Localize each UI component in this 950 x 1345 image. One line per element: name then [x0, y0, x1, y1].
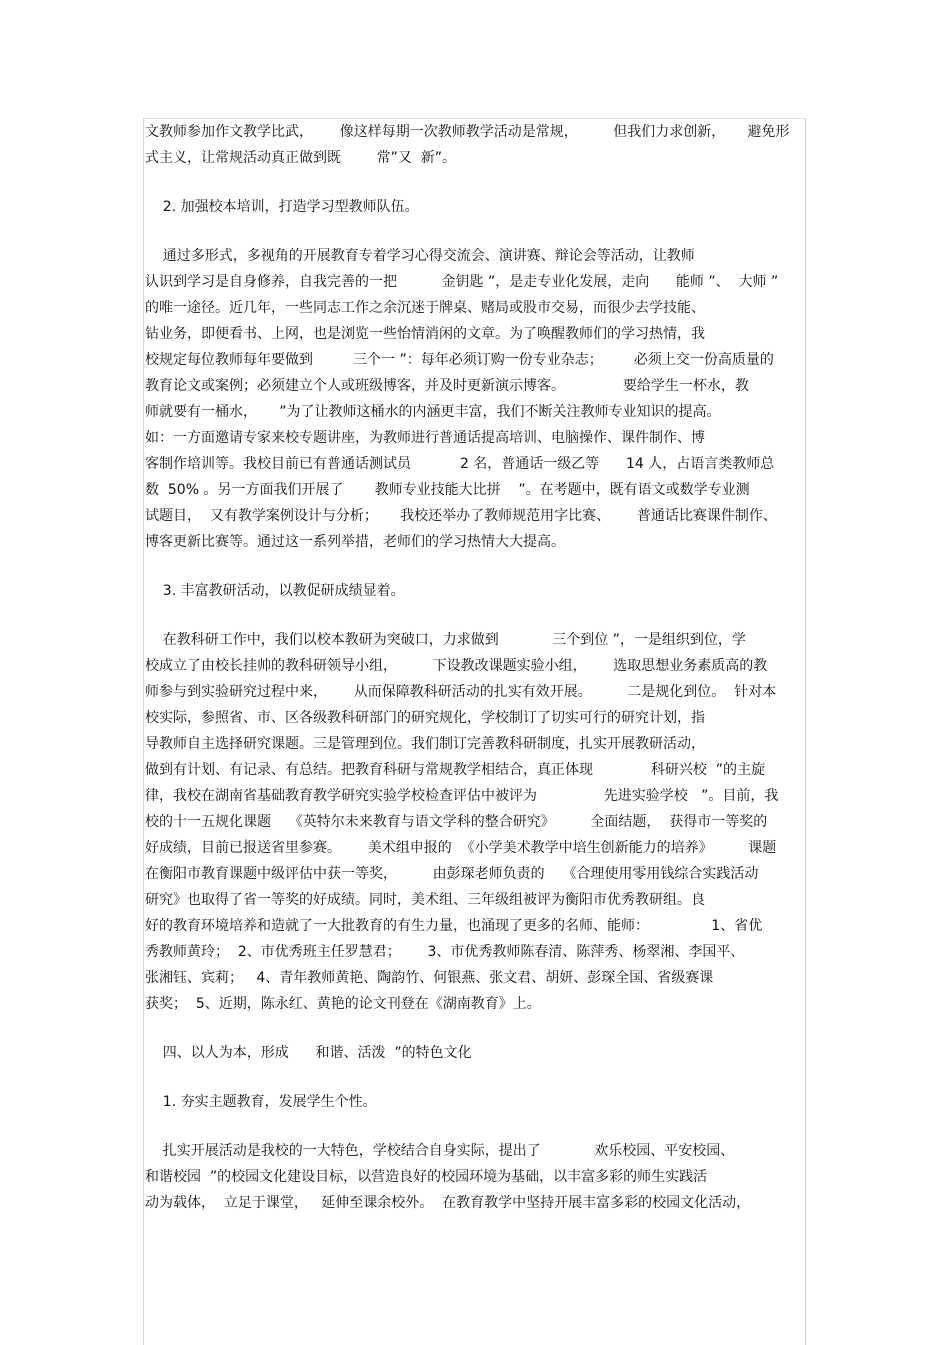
text-line: 文教师参加作文教学比武， 像这样每期一次教师教学活动是常规， 但我们力求创新， 避免形 [145, 124, 790, 140]
text-line: 认识到学习是自身修养，自我完善的一把 金钥匙 ”，是走专业化发展，走向 能师 ”、 大师 ” [145, 274, 779, 290]
text-line: 秀教师黄玲； 2、市优秀班主任罗慧君； 3、市优秀教师陈春清、陈萍秀、杨翠湘、李国平、 [145, 944, 745, 960]
text-line: 试题目， 又有教学案例设计与分析； 我校还举办了教师规范用字比赛、 普通话比赛课件制作、 [145, 508, 777, 524]
text-line: 研究》也取得了省一等奖的好成绩。同时，美术组、三年级组被评为衡阳市优秀教研组。良 [145, 892, 705, 908]
text-line: 校成立了由校长挂帅的教科研领导小组， 下设教改课题实验小组， 选取思想业务素质高的教 [145, 658, 768, 674]
page-left-border [143, 118, 144, 1345]
text-line: 张湘钰、宾莉； 4、青年教师黄艳、陶韵竹、何银燕、张文君、胡妍、彭琛全国、省级赛课 [145, 970, 714, 986]
text-line: 在衡阳市教育课题中级评估中获一等奖， 由彭琛老师负责的 《合理使用零用钱综合实践活动 [145, 866, 759, 882]
page-right-border [805, 118, 806, 1345]
text-line: 律，我校在湖南省基础教育教学研究实验学校检查评估中被评为 先进实验学校 ”。目前，我 [145, 788, 779, 804]
text-line: 钻业务，即便看书、上网，也是浏览一些怡情消闲的文章。为了唤醒教师们的学习热情，我 [145, 326, 705, 342]
text-line: 式主义，让常规活动真正做到既 常”又 新”。 [145, 150, 457, 166]
text-line: 客制作培训等。我校目前已有普通话测试员 2 名，普通话一级乙等 14 人，占语言类教师总 [145, 456, 775, 472]
page-top-border [143, 118, 806, 119]
text-line: 博客更新比赛等。通过这一系列举措，老师们的学习热情大大提高。 [145, 534, 565, 550]
text-line: 好成绩，目前已报送省里参赛。 美术组申报的 《小学美术教学中培生创新能力的培养》 课题 [145, 840, 777, 856]
text-line: 数 50% 。另一方面我们开展了 教师专业技能大比拼 ”。在考题中，既有语文或数学专业测 [145, 482, 750, 498]
text-line: 在教科研工作中，我们以校本教研为突破口，力求做到 三个到位 ”，一是组织到位，学 [145, 632, 746, 648]
section-heading: 1. 夯实主题教育，发展学生个性。 [145, 1094, 377, 1110]
text-line: 扎实开展活动是我校的一大特色，学校结合自身实际，提出了 欢乐校园、平安校园、 [145, 1143, 735, 1159]
section-heading: 3. 丰富教研活动，以教促研成绩显着。 [145, 583, 405, 599]
section-heading: 2. 加强校本培训，打造学习型教师队伍。 [145, 199, 419, 215]
text-line: 动为载体， 立足于课堂， 延伸至课余校外。 在教育教学中坚持开展丰富多彩的校园文化活动， [145, 1195, 751, 1211]
text-line: 师就要有一桶水， ”为了让教师这桶水的内涵更丰富，我们不断关注教师专业知识的提高。 [145, 404, 721, 420]
section-heading: 四、以人为本，形成 和谐、活泼 ”的特色文化 [145, 1045, 472, 1061]
text-line: 做到有计划、有记录、有总结。把教育科研与常规教学相结合，真正体现 科研兴校 ”的主旋 [145, 762, 766, 778]
text-line: 导教师自主选择研究课题。三是管理到位。我们制订完善教科研制度，扎实开展教研活动， [145, 736, 705, 752]
text-line: 校规定每位教师每年要做到 三个一 ”：每年必须订购一份专业杂志； 必须上交一份高质量的 [145, 352, 774, 368]
text-line: 教育论文或案例；必须建立个人或班级博客，并及时更新演示博客。 要给学生一杯水，教 [145, 378, 749, 394]
text-line: 校的十一五规化课题 《英特尔未来教育与语文学科的整合研究》 全面结题， 获得市一等奖的 [145, 814, 768, 830]
text-line: 如：一方面邀请专家来校专题讲座，为教师进行普通话提高培训、电脑操作、课件制作、博 [145, 430, 705, 446]
text-line: 获奖； 5、近期，陈永红、黄艳的论文刊登在《湖南教育》上。 [145, 996, 541, 1012]
text-line: 校实际，参照省、市、区各级教科研部门的研究规化，学校制订了切实可行的研究计划，指 [145, 710, 705, 726]
text-line: 通过多形式，多视角的开展教育专着学习心得交流会、演讲赛、辩论会等活动，让教师 [145, 248, 695, 264]
text-line: 师参与到实验研究过程中来， 从而保障教科研活动的扎实有效开展。 二是规化到位。 针对本 [145, 684, 777, 700]
text-line: 的唯一途径。近几年，一些同志工作之余沉迷于牌桌、赌局或股市交易，而很少去学技能、 [145, 300, 705, 316]
text-line: 好的教育环境培养和造就了一大批教育的有生力量，也涌现了更多的名师、能师： 1、省优 [145, 918, 763, 934]
text-line: 和谐校园 ”的校园文化建设目标，以营造良好的校园环境为基础，以丰富多彩的师生实践活 [145, 1169, 708, 1185]
